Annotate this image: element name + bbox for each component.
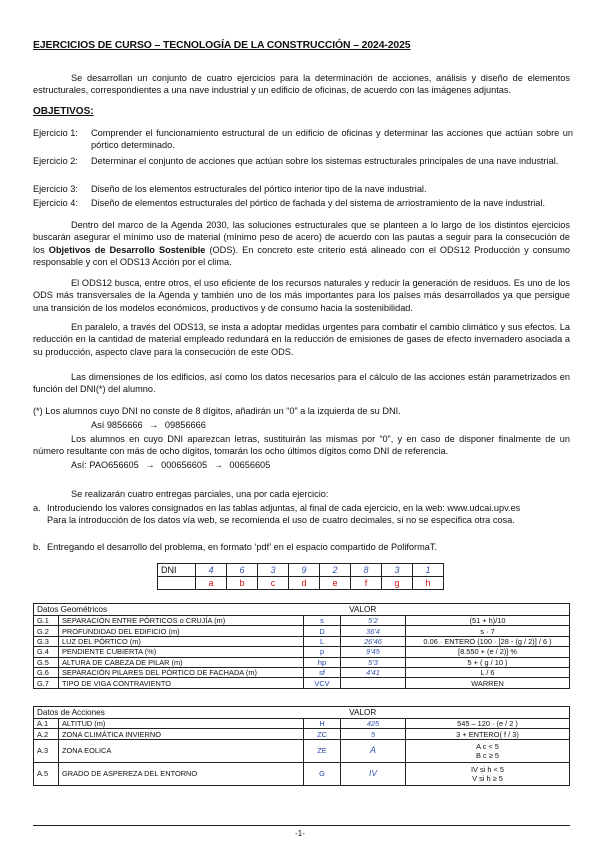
row-value	[341, 678, 406, 688]
dni-letter: a	[196, 577, 227, 590]
row-code: G.2	[34, 626, 59, 636]
dni-letter: d	[289, 577, 320, 590]
geo-header-name: Datos Geométricos	[34, 604, 304, 616]
item-b	[33, 541, 573, 553]
row-name: SEPARACIÓN ENTRE PÓRTICOS o CRUJÍA (m)	[59, 616, 304, 626]
dni-empty-cell	[158, 577, 196, 590]
item-a	[33, 502, 573, 526]
letters-paragraph: Los alumnos en cuyo DNI aparezcan letras, sustituirán las mismas por “0”, y en caso de disponer finalmente de un número resultante con más de ocho dígitos, tomarán los ocho últimos dígitos como DNI de referencia.	[33, 434, 570, 457]
actions-data-table	[33, 706, 570, 786]
row-formula-line: V si h ≥ 5	[472, 773, 503, 783]
example-2-prefix: Así: PAO656605	[71, 460, 139, 470]
row-symbol: ZE	[304, 739, 341, 762]
row-formula: L / 6	[406, 667, 570, 677]
dni-digit: 8	[351, 564, 382, 577]
dni-letter: f	[351, 577, 382, 590]
table-row	[34, 729, 570, 739]
arrow-icon: →	[149, 420, 159, 430]
item-b-label: b.	[33, 542, 41, 552]
acc-header-name: Datos de Acciones	[34, 707, 304, 719]
ejercicio-label: Ejercicio 3:	[33, 184, 78, 194]
table-row	[34, 616, 570, 626]
dni-digits-row	[158, 564, 444, 577]
row-code: A.1	[34, 719, 59, 729]
objetivos-heading: OBJETIVOS:	[33, 106, 94, 117]
row-formula: (51 + h)/10	[406, 616, 570, 626]
table-row	[34, 739, 570, 762]
row-symbol: p	[304, 647, 341, 657]
table-row	[34, 762, 570, 785]
acc-header-valor: VALOR	[304, 707, 570, 719]
row-value: 425	[341, 719, 406, 729]
row-formula: 5 + ( g / 10 )	[406, 657, 570, 667]
table-header	[34, 707, 570, 719]
document-title: EJERCICIOS DE CURSO – TECNOLOGÍA DE LA CONSTRUCCIÓN – 2024-2025	[33, 40, 411, 51]
footer-divider	[33, 825, 570, 826]
row-name: ZONA CLIMÁTICA INVIERNO	[59, 729, 304, 739]
row-formula-line: IV si h < 5	[470, 764, 505, 774]
arrow-icon: →	[145, 460, 155, 470]
row-value: 9'45	[341, 647, 406, 657]
dni-digit: 1	[413, 564, 444, 577]
dni-digit: 6	[227, 564, 258, 577]
row-name: ALTITUD (m)	[59, 719, 304, 729]
agenda-text-b: (ODS). En concreto este criterio está alineado con el ODS12 Producción y consumo responsable y con el ODS13 Acción por el clima.	[33, 244, 570, 268]
dni-letter: h	[413, 577, 444, 590]
ejercicio-text: Comprender el funcionamiento estructural de un edificio de oficinas y determinar las acciones que actúan sobre un pórtico determinado.	[91, 128, 573, 150]
row-value: A	[341, 739, 406, 762]
example-1-result: 09856666	[164, 420, 206, 430]
row-symbol: G	[304, 762, 341, 785]
row-value: 36'4	[341, 626, 406, 636]
example-2-result: 00656605	[229, 460, 271, 470]
example-1	[33, 419, 570, 431]
row-code: A.3	[34, 739, 59, 762]
row-name: LUZ DEL PÓRTICO (m)	[59, 636, 304, 646]
dni-note: (*) Los alumnos cuyo DNI no conste de 8 dígitos, añadirán un “0” a la izquierda de su DNI.	[33, 406, 401, 416]
ejercicio-label: Ejercicio 1:	[33, 128, 78, 138]
row-formula: 0.06 · ENTERO (100 · [28 - (g / 2)] / 6 )	[406, 636, 570, 646]
row-value: 5	[341, 729, 406, 739]
row-symbol: hp	[304, 657, 341, 667]
ejercicio-2	[33, 156, 573, 168]
dni-digit: 2	[320, 564, 351, 577]
example-2-mid: 000656605	[161, 460, 208, 470]
ejercicio-label: Ejercicio 2:	[33, 156, 78, 166]
row-value: IV	[341, 762, 406, 785]
table-header	[34, 604, 570, 616]
table-row	[34, 678, 570, 688]
row-symbol: sf	[304, 667, 341, 677]
row-code: A.2	[34, 729, 59, 739]
row-name: SEPARACIÓN PILARES DEL PÓRTICO DE FACHADA (m)	[59, 667, 304, 677]
dni-letters-row	[158, 577, 444, 590]
row-symbol: ZC	[304, 729, 341, 739]
row-code: G.1	[34, 616, 59, 626]
dni-letter: c	[258, 577, 289, 590]
table-row	[34, 719, 570, 729]
row-name: PENDIENTE CUBIERTA (%)	[59, 647, 304, 657]
row-formula: s · 7	[406, 626, 570, 636]
dni-letter: b	[227, 577, 258, 590]
ejercicio-text: Diseño de los elementos estructurales del pórtico interior tipo de la nave industrial.	[91, 184, 427, 194]
row-name: GRADO DE ASPEREZA DEL ENTORNO	[59, 762, 304, 785]
dni-digit: 4	[196, 564, 227, 577]
row-symbol: H	[304, 719, 341, 729]
arrow-icon: →	[213, 460, 223, 470]
row-formula	[406, 762, 570, 785]
ejercicio-text: Diseño de elementos estructurales del pórtico de fachada y del sistema de arriostramiento de la nave industrial.	[91, 198, 546, 208]
row-symbol: L	[304, 636, 341, 646]
row-value: 26'46	[341, 636, 406, 646]
dni-digit: 3	[258, 564, 289, 577]
ejercicio-text: Determinar el conjunto de acciones que actúan sobre los sistemas estructurales principales de una nave industrial.	[91, 156, 559, 166]
row-name: ALTURA DE CABEZA DE PILAR (m)	[59, 657, 304, 667]
row-value: 4'41	[341, 667, 406, 677]
agenda-paragraph	[33, 219, 570, 269]
row-code: A.5	[34, 762, 59, 785]
row-value: 5'3	[341, 657, 406, 667]
item-a-label: a.	[33, 503, 41, 513]
dni-letter: g	[382, 577, 413, 590]
row-symbol: VCV	[304, 678, 341, 688]
item-b-text: Entregando el desarrollo del problema, en formato ‘pdf’ en el espacio compartido de PoliformaT.	[47, 542, 438, 552]
agenda-text-a: Dentro del marco de la Agenda 2030, las soluciones estructurales que se planteen a lo largo de los distintos ejercicios buscarán asegurar el mínimo uso de material (mínimo peso de acero) de acuerdo con las pautas a seguir para la consecución de los	[33, 220, 570, 255]
row-formula: 3 + ENTERO( f / 3)	[406, 729, 570, 739]
example-2	[33, 459, 570, 471]
ods13-paragraph: En paralelo, a través del ODS13, se insta a adoptar medidas urgentes para combatir el cambio climático y sus efectos. La reducción en la cantidad de material empleado redundará en la reducción de emisiones de gases de efecto invernadero asociada a su producción, aspecto clave para la consecución de este ODS.	[33, 322, 570, 357]
table-row	[34, 657, 570, 667]
table-row	[34, 626, 570, 636]
row-name: PROFUNDIDAD DEL EDIFICIO (m)	[59, 626, 304, 636]
row-value: 5'2	[341, 616, 406, 626]
row-formula: [8.550 + (e / 2)] %	[406, 647, 570, 657]
ejercicio-3	[33, 184, 573, 196]
row-name: ZONA EOLICA	[59, 739, 304, 762]
row-symbol: s	[304, 616, 341, 626]
dni-digit: 3	[382, 564, 413, 577]
table-row	[34, 636, 570, 646]
row-formula-line: A c < 5	[476, 741, 499, 751]
geo-header-valor: VALOR	[304, 604, 570, 616]
intro-paragraph: Se desarrollan un conjunto de cuatro ejercicios para la determinación de acciones, análisis y diseño de elementos estructurales, correspondientes a una nave industrial y un edificio de oficinas, de acuerdo con las imágenes adjuntas.	[33, 73, 570, 96]
row-formula	[406, 739, 570, 762]
dimensions-paragraph: Las dimensiones de los edificios, así como los datos necesarios para el cálculo de las acciones están parametrizados en función del DNI(*) del alumno.	[33, 372, 570, 395]
entregas-paragraph: Se realizarán cuatro entregas parciales, una por cada ejercicio:	[71, 489, 329, 499]
row-code: G.6	[34, 667, 59, 677]
row-code: G.3	[34, 636, 59, 646]
ejercicio-1	[33, 128, 573, 151]
ejercicio-4	[33, 198, 573, 210]
row-formula: WARREN	[406, 678, 570, 688]
item-a-text-2: Para la introducción de los datos vía web, se recomienda el uso de cuatro decimales, si no se especifica otra cosa.	[47, 515, 515, 526]
row-code: G.4	[34, 647, 59, 657]
page-number: -1-	[295, 829, 305, 838]
row-formula: 545 – 120 · (e / 2 )	[406, 719, 570, 729]
table-row	[34, 647, 570, 657]
ods-bold: Objetivos de Desarrollo Sostenible	[48, 244, 206, 255]
dni-label: DNI	[158, 564, 196, 577]
ejercicio-label: Ejercicio 4:	[33, 198, 78, 208]
ods12-paragraph: El ODS12 busca, entre otros, el uso eficiente de los recursos naturales y reducir la generación de residuos. Es uno de los ODS más transversales de la Agenda y también uno de los más importantes para los países más desarrollados ya que persigue una transición de los modelos económicos, productivos y de consumo hacia la sostenibilidad.	[33, 278, 570, 313]
example-1-prefix: Así 9856666	[91, 420, 143, 430]
item-a-text: Introduciendo los valores consignados en las tablas adjuntas, al final de cada ejercicio, en la web: www.udcai.upv.es	[47, 503, 521, 513]
row-symbol: D	[304, 626, 341, 636]
dni-table	[157, 563, 444, 590]
dni-digit: 9	[289, 564, 320, 577]
row-formula-line: B c ≥ 5	[476, 750, 499, 760]
row-code: G.7	[34, 678, 59, 688]
row-code: G.5	[34, 657, 59, 667]
row-name: TIPO DE VIGA CONTRAVIENTO	[59, 678, 304, 688]
table-row	[34, 667, 570, 677]
geometric-data-table	[33, 603, 570, 689]
dni-letter: e	[320, 577, 351, 590]
